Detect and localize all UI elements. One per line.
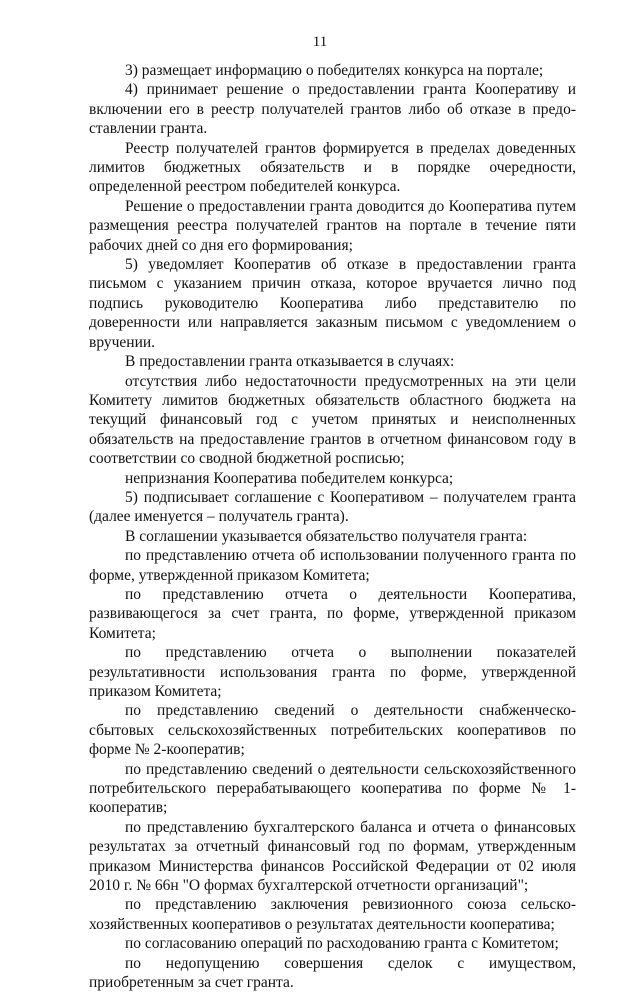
paragraph: В предоставлении гранта отказывается в случаях: xyxy=(125,353,455,371)
paragraph: Решение о предоставлении гранта доводится до Кооператива путем размещения реестра получателей грантов на портале в течение пяти рабочих дней со дня его формирования; xyxy=(89,197,576,254)
paragraph: по представлению сведений о деятельности сельскохозяйственного потребительского перерабатывающего кооператива по форме № 1-кооператив; xyxy=(89,760,576,817)
paragraph: Реестр получателей грантов формируется в пределах доведенных лимитов бюджетных обязательств и в порядке очередности, определенной реестром победителей конкурса. xyxy=(89,139,576,196)
document-body xyxy=(89,61,576,993)
paragraph: по представлению отчета о деятельности Кооператива, развивающегося за счет гранта, по форме, утвержденной приказом Комитета; xyxy=(89,585,576,642)
paragraph: 4) принимает решение о предоставлении гранта Кооперативу и включении его в реестр получателей грантов либо об отказе в предоставлении гранта. xyxy=(89,81,576,138)
paragraph: отсутствия либо недостаточности предусмотренных на эти цели Комитету лимитов бюджетных обязательств областного бюджета на текущий финансовый год с учетом принятых и неисполненных обязательств на предоставление грантов в отчетном финансовом году в соответствии со сводной бюджетной росписью; xyxy=(89,372,576,468)
paragraph: по представлению заключения ревизионного союза сельскохозяйственных кооперативов о результатах деятельности кооператива; xyxy=(89,896,576,933)
paragraph: непризнания Кооператива победителем конкурса; xyxy=(125,469,454,487)
paragraph: по недопущению совершения сделок с имуществом, приобретенным за счет гранта. xyxy=(89,954,576,992)
paragraph: по представлению отчета об использовании полученного гранта по форме, утвержденной приказом Комитета; xyxy=(89,547,576,584)
paragraph: по согласованию операций по расходованию гранта с Комитетом; xyxy=(125,935,559,953)
paragraph: В соглашении указывается обязательство получателя гранта: xyxy=(125,527,528,545)
paragraph: 3) размещает информацию о победителях конкурса на портале; xyxy=(125,62,544,79)
paragraph: по представлению отчета о выполнении показателей результативности использования гранта по форме, утвержденной приказом Комитета; xyxy=(89,644,576,700)
paragraph: по представлению сведений о деятельности снабженческо-сбытовых сельскохозяйственных потребительских кооперативов по форме № 2-кооператив; xyxy=(89,702,576,759)
paragraph: по представлению бухгалтерского баланса и отчета о финансовых результатах за отчетный финансовый год по формам, утвержденным приказом Министерства финансов Российской Федерации от 02 июля 2010 г. № 66н "О формах бухгалтерской отчетности организаций"; xyxy=(89,818,576,895)
page-number: 11 xyxy=(312,34,328,50)
paragraph: 5) подписывает соглашение с Кооперативом – получателем гранта (далее именуется – получатель гранта). xyxy=(89,488,576,526)
paragraph: 5) уведомляет Кооператив об отказе в предоставлении гранта письмом с указанием причин отказа, которое вручается лично под подпись руководителю Кооператива либо представителю по доверенности или направляется заказным письмом с уведомлением о вручении. xyxy=(89,256,576,351)
